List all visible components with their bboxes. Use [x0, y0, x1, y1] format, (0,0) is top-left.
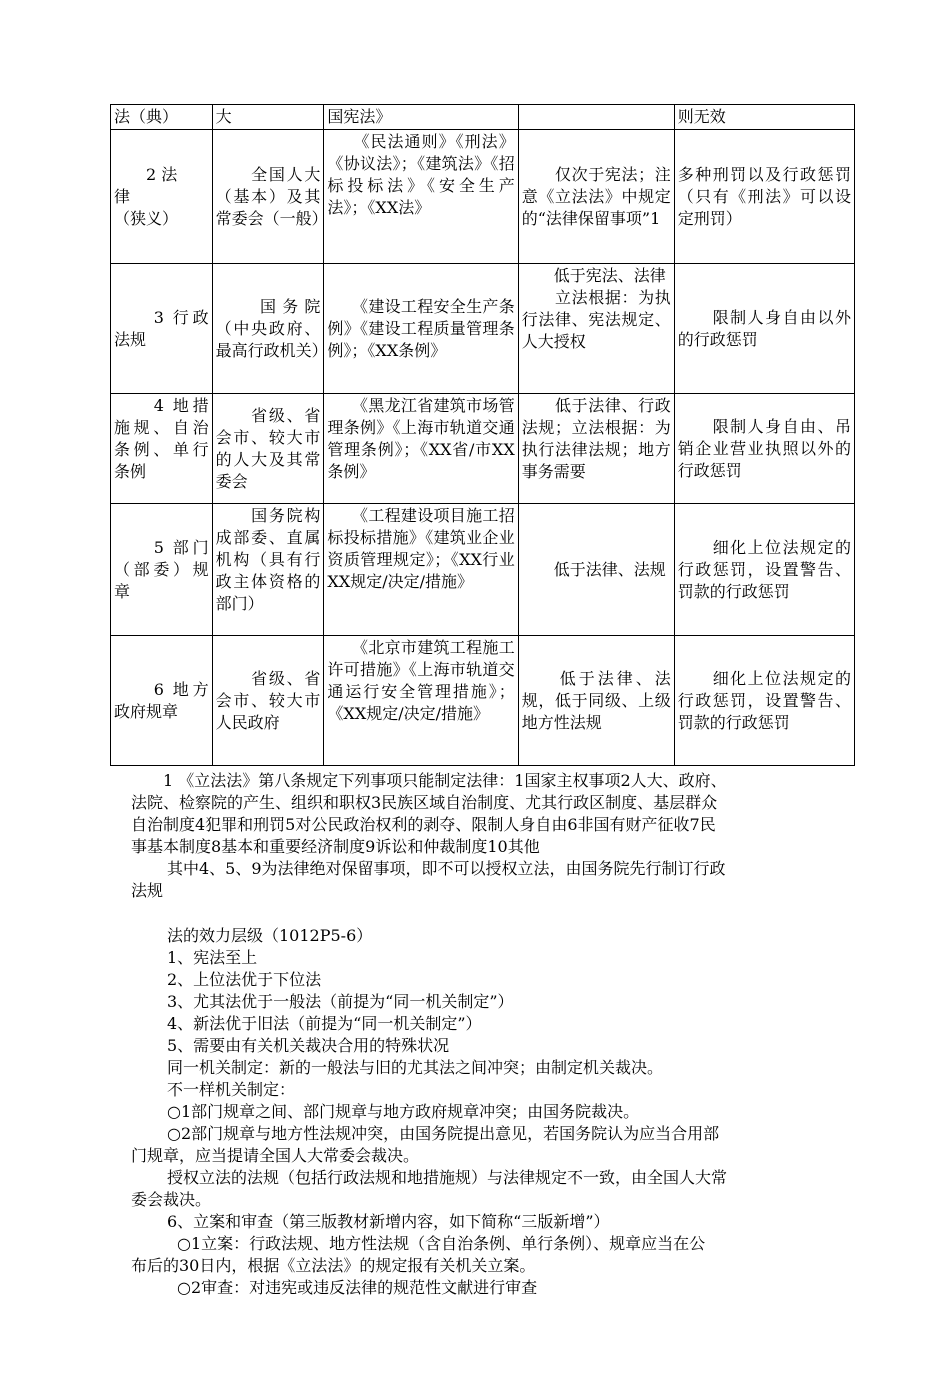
footnote-line: 法院、检察院的产生、组织和职权3民族区域自治制度、尤其行政区制度、基层群众: [131, 793, 718, 812]
table-cell: 大: [212, 105, 324, 130]
body-line: 4、新法优于旧法（前提为“同一机关制定”）: [167, 1014, 482, 1033]
footnote-line: 1 《立法法》第八条规定下列事项只能制定法律：1国家主权事项2人大、政府、: [163, 771, 727, 790]
footnote: [131, 770, 831, 902]
body-line: 布后的30日内，根据《立法法》的规定报有关机关立案。: [131, 1256, 536, 1275]
body-line: 授权立法的法规（包括行政法规和地措施规）与法律规定不一致，由全国人大常: [167, 1168, 728, 1187]
section-heading: 6、立案和审查（第三版教材新增内容，如下简称“三版新增”）: [167, 1212, 610, 1231]
table-cell: 省级、省会市、较大市的人大及其常委会: [212, 394, 324, 504]
table-cell: 低于法律、行政法规；立法根据：为执行法律法规；地方事务需要: [518, 394, 674, 504]
table-cell: 《工程建设项目施工招标投标措施》《建筑业企业资质管理规定》；《XX行业XX规定/决定/措施》: [324, 504, 518, 636]
table-cell: 国宪法》: [324, 105, 518, 130]
table-cell: 全国人大（基本）及其常委会（一般）: [212, 130, 324, 264]
table-cell: 低于法律、法规，低于同级、上级地方性法规: [518, 636, 674, 766]
table-cell: 省级、省会市、较大市人民政府: [212, 636, 324, 766]
law-hierarchy-table: [110, 104, 855, 766]
body-line: 同一机关制定：新的一般法与旧的尤其法之间冲突；由制定机关裁决。: [167, 1058, 664, 1077]
table-cell: 《黑龙江省建筑市场管理条例》《上海市轨道交通管理条例》；《XX省/市XX条例》: [324, 394, 518, 504]
table-cell: 6 地方政府规章: [111, 636, 213, 766]
body-line: ○1立案：行政法规、地方性法规（含自治条例、单行条例）、规章应当在公: [177, 1234, 706, 1253]
table-cell: 法（典）: [111, 105, 213, 130]
body-line: 门规章，应当提请全国人大常委会裁决。: [131, 1146, 420, 1165]
table-cell: 低于宪法、法律 立法根据：为执行法律、宪法规定、人大授权: [518, 264, 674, 394]
table-cell: 国务院（中央政府、最高行政机关）: [212, 264, 324, 394]
table-cell: 多种刑罚以及行政惩罚（只有《刑法》可以设定刑罚）: [674, 130, 854, 264]
body-text: [131, 925, 831, 1299]
table-cell: [518, 105, 674, 130]
table-row: [111, 504, 855, 636]
footnote-line: 其中4、5、9为法律绝对保留事项，即不可以授权立法，由国务院先行制订行政: [167, 859, 726, 878]
body-line: 3、尤其法优于一般法（前提为“同一机关制定”）: [167, 992, 514, 1011]
body-line: 5、需要由有关机关裁决合用的特殊状况: [167, 1036, 450, 1055]
table-cell: 则无效: [674, 105, 854, 130]
table-cell: 4 地措施规、自治条例、单行条例: [111, 394, 213, 504]
table-row: [111, 130, 855, 264]
body-line: 2、上位法优于下位法: [167, 970, 322, 989]
footnote-line: 法规: [131, 881, 164, 900]
table-cell: 《建设工程安全生产条例》《建设工程质量管理条例》；《XX条例》: [324, 264, 518, 394]
section-heading: 法的效力层级（1012P5-6）: [167, 926, 373, 945]
footnote-line: 事基本制度8基本和重要经济制度9诉讼和仲裁制度10其他: [131, 837, 540, 856]
body-line: ○2部门规章与地方性法规冲突，由国务院提出意见，若国务院认为应当合用部: [167, 1124, 720, 1143]
footnote-line: 自治制度4犯罪和刑罚5对公民政治权利的剥夺、限制人身自由6非国有财产征收7民: [131, 815, 716, 834]
table-cell: 2 法 律 （狭义）: [111, 130, 213, 264]
body-line: ○1部门规章之间、部门规章与地方政府规章冲突；由国务院裁决。: [167, 1102, 640, 1121]
table-row: [111, 394, 855, 504]
table-cell: 国务院构成部委、直属机构（具有行政主体资格的部门）: [212, 504, 324, 636]
table-cell: 5 部门（部委）规章: [111, 504, 213, 636]
table-row: [111, 105, 855, 130]
body-line: 委会裁决。: [131, 1190, 212, 1209]
table-cell: 细化上位法规定的行政惩罚，设置警告、罚款的行政惩罚: [674, 504, 854, 636]
table-cell: 限制人身自由、吊销企业营业执照以外的行政惩罚: [674, 394, 854, 504]
body-line: 1、宪法至上: [167, 948, 258, 967]
table-cell: 低于法律、法规: [518, 504, 674, 636]
table-cell: 限制人身自由以外的行政惩罚: [674, 264, 854, 394]
table-cell: 《民法通则》《刑法》《协议法》；《建筑法》《招标投标法》《安全生产法》；《XX法》: [324, 130, 518, 264]
table-row: [111, 264, 855, 394]
table-cell: 3 行政法规: [111, 264, 213, 394]
body-line: ○2审查：对违宪或违反法律的规范性文献进行审查: [177, 1278, 538, 1297]
table-row: [111, 636, 855, 766]
body-line: 不一样机关制定：: [167, 1080, 296, 1099]
table-cell: 细化上位法规定的行政惩罚，设置警告、罚款的行政惩罚: [674, 636, 854, 766]
table-cell: 仅次于宪法；注意《立法法》中规定的“法律保留事项”1: [518, 130, 674, 264]
table-cell: 《北京市建筑工程施工许可措施》《上海市轨道交通运行安全管理措施》；《XX规定/决定/措施》: [324, 636, 518, 766]
